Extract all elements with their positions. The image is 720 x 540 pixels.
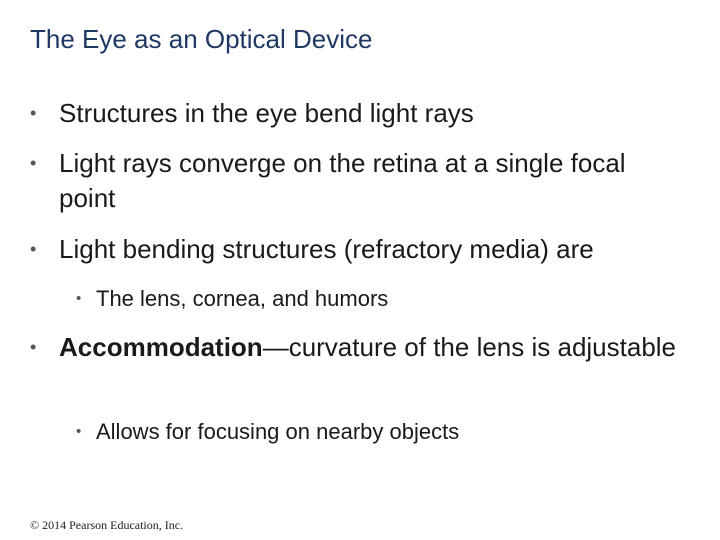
bullet-text: Structures in the eye bend light rays [59, 98, 474, 128]
bullet-text: Light bending structures (refractory media) are [59, 234, 594, 264]
bullet-marker: • [76, 290, 82, 307]
bullet-item [30, 146, 680, 216]
bullet-item [30, 232, 680, 267]
bullet-text: Light rays converge on the retina at a single focal point [59, 148, 626, 213]
bullet-marker: • [30, 337, 37, 357]
slide-title: The Eye as an Optical Device [30, 24, 373, 54]
bullet-marker: • [30, 239, 37, 259]
bullet-text: Allows for focusing on nearby objects [96, 419, 460, 444]
bullet-text: —curvature of the lens is adjustable [262, 332, 677, 362]
bullet-marker: • [30, 103, 37, 123]
bullet-term: Accommodation [59, 332, 263, 362]
bullet-text: The lens, cornea, and humors [96, 286, 389, 311]
sub-bullet-item [76, 284, 676, 314]
bullet-marker: • [30, 153, 37, 173]
sub-bullet-item [76, 417, 676, 447]
bullet-item [30, 96, 680, 131]
copyright-footer: © 2014 Pearson Education, Inc. [30, 518, 184, 532]
bullet-marker: • [76, 423, 82, 440]
bullet-item [30, 330, 680, 365]
